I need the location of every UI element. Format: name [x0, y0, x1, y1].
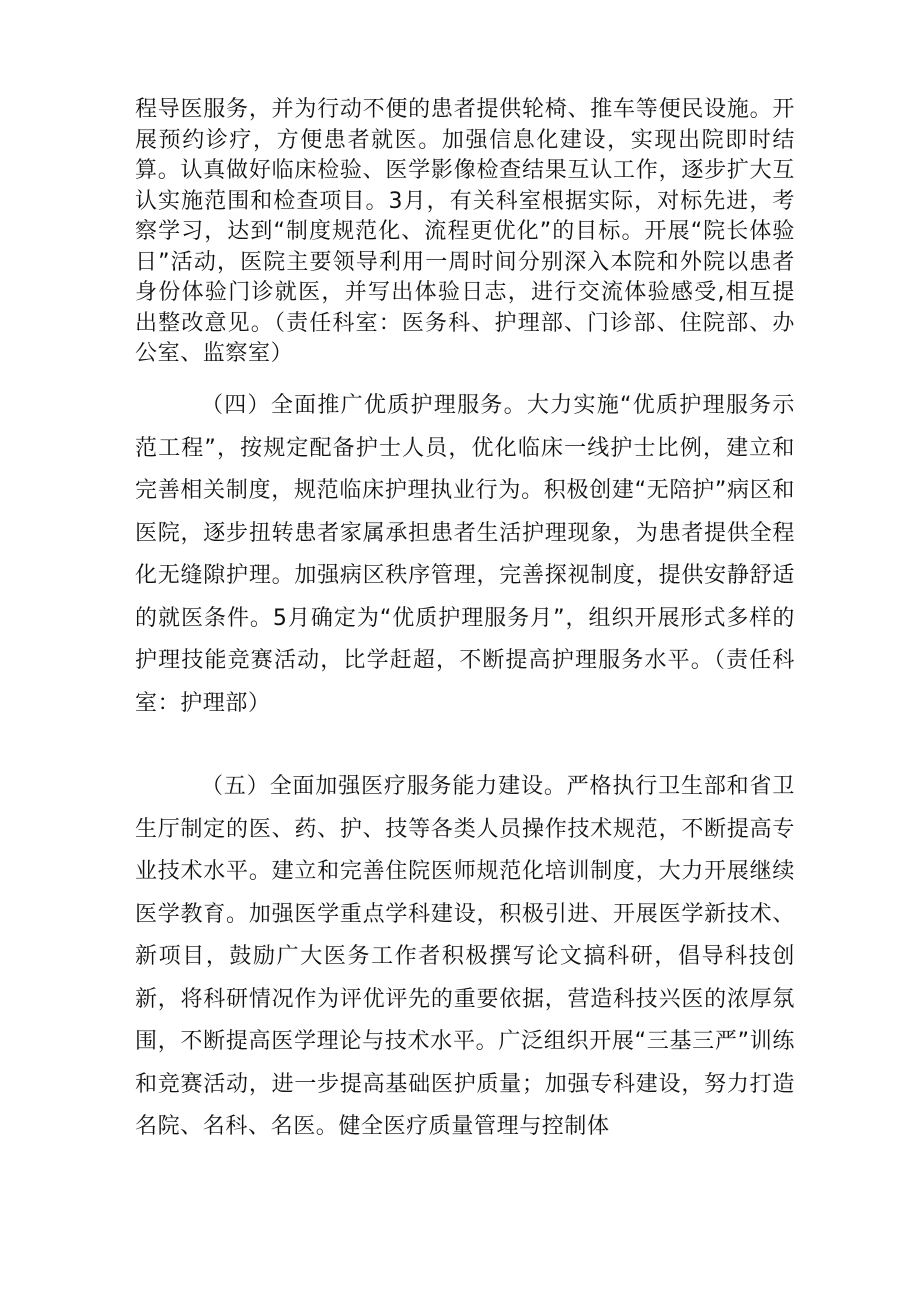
paragraph-medical-capacity: （五）全面加强医疗服务能力建设。严格执行卫生部和省卫生厅制定的医、药、护、技等各类人员操作技术规范，不断提高专业技术水平。建立和完善住院医师规范化培训制度，大力开展继续医学教育。加强医学重点学科建设，积极引进、开展医学新技术、新项目，鼓励广大医务工作者积极撰写论文搞科研，倡导科技创新，将科研情况作为评优评先的重要依据，营造科技兴医的浓厚氛围，不断提高医学理论与技术水平。广泛组织开展“三基三严”训练和竞赛活动，进一步提高基础医护质量；加强专科建设，努力打造名院、名科、名医。健全医疗质量管理与控制体 — [135, 774, 795, 1139]
paragraph-quality-nursing: （四）全面推广优质护理服务。大力实施“优质护理服务示范工程”，按规定配备护士人员，优化临床一线护士比例，建立和完善相关制度，规范临床护理执业行为。积极创建“无陪护”病区和医院，逐步扭转患者家属承担患者生活护理现象，为患者提供全程化无缝隙护理。加强病区秩序管理，完善探视制度，提供安静舒适的就医条件。5月确定为“优质护理服务月”，组织开展形式多样的护理技能竞赛活动，比学赶超，不断提高护理服务水平。（责任科室：护理部） — [135, 393, 795, 716]
paragraph-continued: 程导医服务，并为行动不便的患者提供轮椅、推车等便民设施。开展预约诊疗，方便患者就医。加强信息化建设，实现出院即时结算。认真做好临床检验、医学影像检查结果互认工作，逐步扩大互认实施范围和检查项目。3月，有关科室根据实际，对标先进，考察学习，达到“制度规范化、流程更优化”的目标。开展“院长体验日”活动，医院主要领导利用一周时间分别深入本院和外院以患者身份体验门诊就医，并写出体验日志，进行交流体验感受,相互提出整改意见。（责任科室：医务科、护理部、门诊部、住院部、办公室、监察室） — [135, 97, 795, 366]
